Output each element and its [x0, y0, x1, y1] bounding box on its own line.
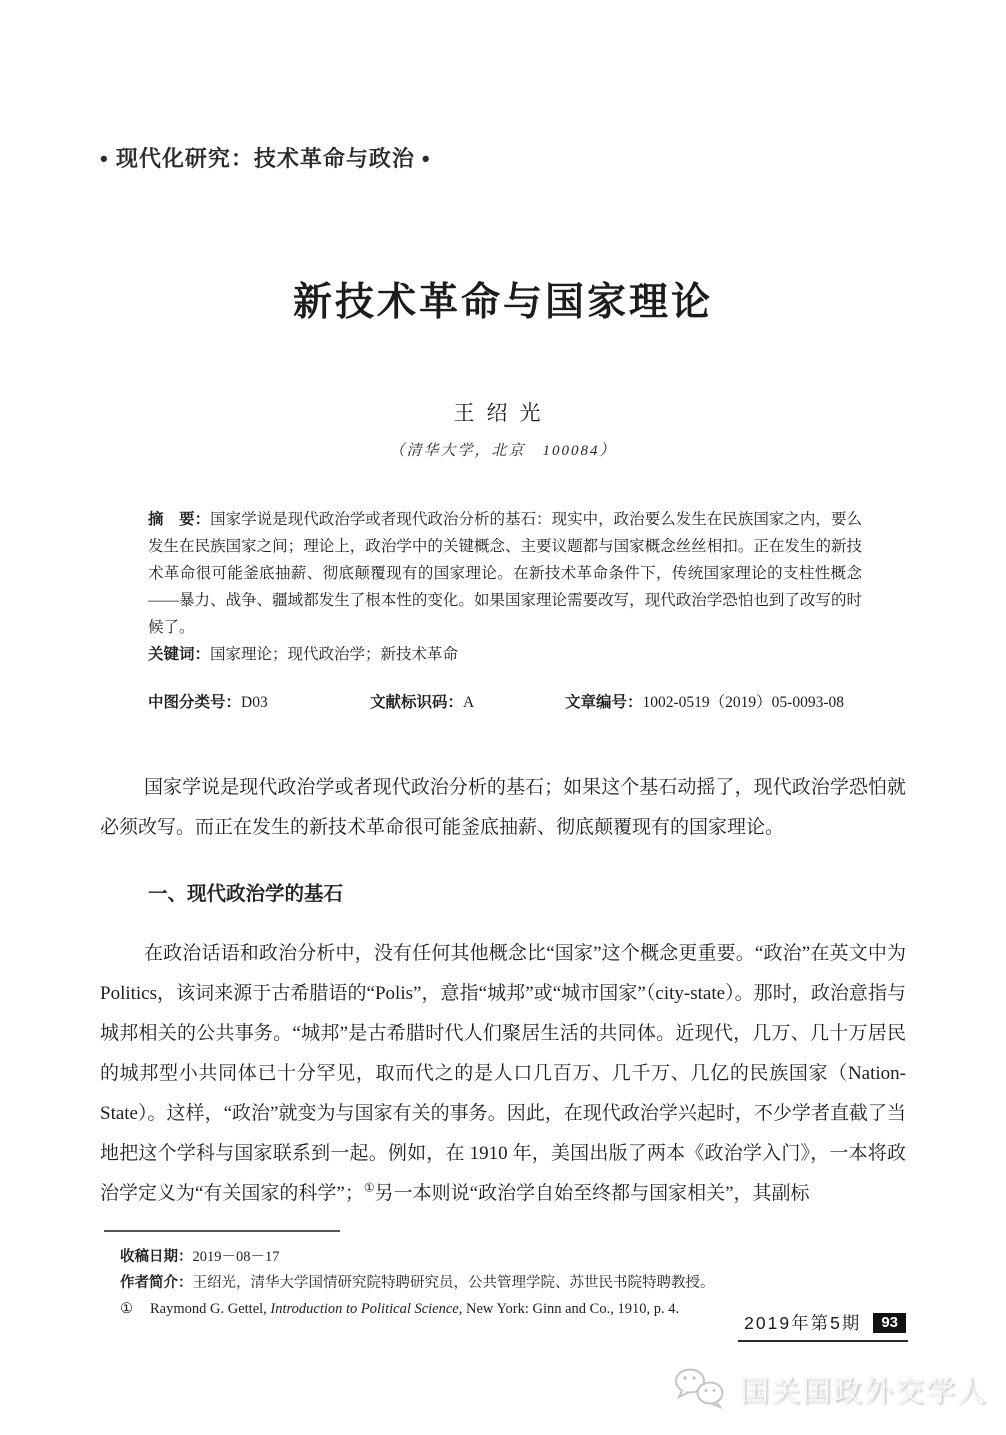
received-date-line — [120, 1244, 906, 1270]
footnote-1-book-title: Introduction to Political Science — [270, 1301, 459, 1317]
page-footer — [738, 1310, 908, 1342]
keywords-line — [148, 641, 862, 668]
abstract-label: 摘 要： — [148, 511, 211, 528]
section-1-paragraph — [100, 934, 906, 1214]
author-affiliation: （清华大学，北京 100084） — [389, 443, 617, 459]
section-1-text-after-footnote: 另一本则说“政治学自始至终都与国家相关”，其副标 — [374, 1183, 810, 1204]
abstract-block — [148, 506, 862, 668]
document-code-value: A — [463, 694, 475, 711]
footnote-1-reference-mark: ① — [363, 1180, 375, 1195]
wechat-icon — [672, 1366, 730, 1412]
intro-paragraph: 国家学说是现代政治学或者现代政治分析的基石；如果这个基石动摇了，现代政治学恐怕就必须改写。而正在发生的新技术革命很可能釜底抽薪、彻底颠覆现有的国家理论。 — [100, 777, 906, 838]
clc-number — [148, 690, 370, 712]
article-title: 新技术革命与国家理论 — [292, 281, 713, 324]
footnote-1-citation-post: , New York: Ginn and Co., 1910, p. 4. — [458, 1301, 680, 1317]
page-number-badge: 93 — [873, 1313, 906, 1333]
article-id-label: 文章编号： — [565, 694, 643, 711]
abstract-text: 国家学说是现代政治学或者现代政治分析的基石：现实中，政治要么发生在民族国家之内，要么发生在民族国家之间；理论上，政治学中的关键概念、主要议题都与国家概念丝丝相扣。正在发生的新技术革命很可能釜底抽薪、彻底颠覆现有的国家理论。在新技术革命条件下，传统国家理论的支柱性概念——暴力、战争、疆域都发生了根本性的变化。如果国家理论需要改写，现代政治学恐怕也到了改写的时候了。 — [148, 511, 862, 636]
clc-value: D03 — [241, 694, 268, 711]
author-name: 王绍光 — [453, 401, 553, 425]
section-1-heading: 一、现代政治学的基石 — [148, 883, 344, 905]
author-bio-line — [120, 1270, 906, 1296]
received-date-value: 2019－08－17 — [192, 1249, 280, 1265]
document-code — [370, 690, 565, 712]
column-section-label: • 现代化研究：技术革命与政治 • — [100, 146, 431, 171]
journal-issue: 2019年第5期 — [744, 1313, 862, 1333]
classification-line — [148, 690, 876, 712]
section-1-text-before-footnote: 在政治话语和政治分析中，没有任何其他概念比“国家”这个概念更重要。“政治”在英文中为 Politics，该词来源于古希腊语的“Polis”，意指“城邦”或“城市国家”（city-state）。那时，政治意指与城邦相关的公共事务。“城邦”是古希腊时代人们聚居生活的共同体。近现代，几万、几十万居民的城邦型小共同体已十分罕见，取而代之的是人口几百万、几千万、几亿的民族国家（Nation-State）。这样，“政治”就变为与国家有关的事务。因此，在现代政治学兴起时，不少学者直截了当地把这个学科与国家联系到一起。例如，在 1910 年，美国出版了两本《政治学入门》，一本将政治学定义为“有关国家的科学”； — [100, 943, 906, 1204]
footnote-1-mark: ① — [120, 1301, 133, 1317]
keywords-label: 关键词： — [148, 646, 211, 663]
document-code-label: 文献标识码： — [370, 694, 464, 711]
author-bio-label: 作者简介： — [120, 1275, 193, 1291]
keywords-text: 国家理论；现代政治学；新技术革命 — [210, 646, 459, 663]
publisher-watermark — [672, 1366, 988, 1412]
article-id — [565, 690, 844, 712]
abstract-paragraph — [148, 506, 862, 641]
received-date-label: 收稿日期： — [120, 1249, 193, 1265]
footnote-1-citation-pre: Raymond G. Gettel, — [150, 1301, 271, 1317]
author-bio-value: 王绍光，清华大学国情研究院特聘研究员，公共管理学院、苏世民书院特聘教授。 — [192, 1275, 715, 1291]
footnote-separator-rule — [104, 1230, 340, 1232]
article-id-value: 1002-0519（2019）05-0093-08 — [642, 694, 845, 711]
clc-label: 中图分类号： — [148, 694, 242, 711]
watermark-text: 国关国政外交学人 — [739, 1375, 988, 1408]
